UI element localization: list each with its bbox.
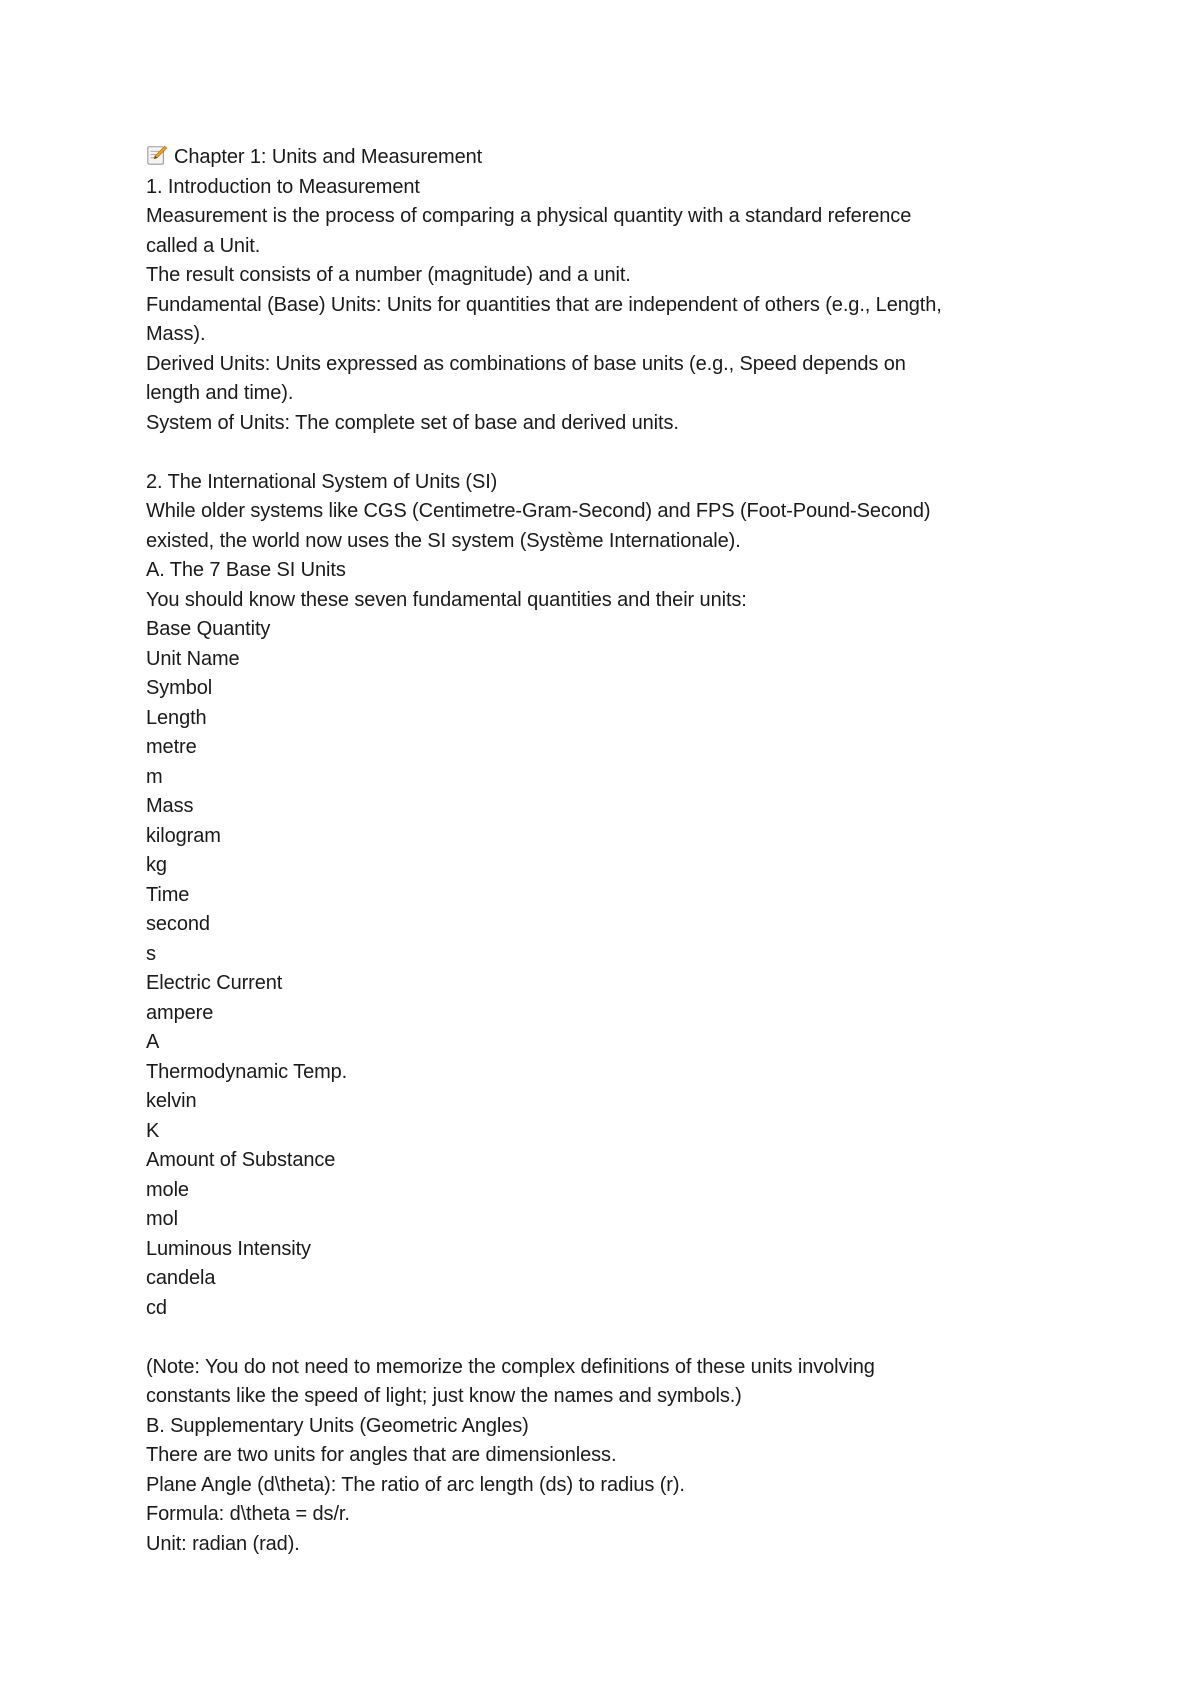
table-header-cell: Symbol	[146, 677, 213, 699]
section-heading-si: 2. The International System of Units (SI)	[146, 470, 498, 493]
subsection-heading-supplementary: B. Supplementary Units (Geometric Angles)	[146, 1414, 529, 1437]
paragraph-line: called a Unit.	[146, 234, 261, 257]
table-cell: Time	[146, 883, 190, 906]
paragraph-line: Fundamental (Base) Units: Units for quantities that are independent of others (e.g., Length,	[146, 293, 942, 316]
paragraph-line: Measurement is the process of comparing a physical quantity with a standard reference	[146, 205, 912, 227]
table-cell: m	[146, 765, 163, 788]
table-cell: ampere	[146, 1001, 214, 1024]
paragraph-line: There are two units for angles that are dimensionless.	[146, 1444, 617, 1466]
table-cell: kilogram	[146, 824, 221, 847]
chapter-title	[146, 143, 1066, 173]
table-cell: kg	[146, 854, 167, 876]
table-cell: Mass	[146, 795, 194, 817]
paragraph-line: Derived Units: Units expressed as combinations of base units (e.g., Speed depends on	[146, 352, 906, 375]
table-cell: candela	[146, 1267, 216, 1289]
formula-line: Formula: d\theta = ds/r.	[146, 1503, 350, 1525]
paragraph-line: length and time).	[146, 382, 294, 404]
blank-line	[146, 438, 1066, 468]
note-line: constants like the speed of light; just know the names and symbols.)	[146, 1385, 742, 1407]
subsection-heading-base-units: A. The 7 Base SI Units	[146, 559, 346, 581]
chapter-title-text: Chapter 1: Units and Measurement	[174, 146, 483, 168]
table-cell: Length	[146, 706, 207, 729]
table-cell: s	[146, 942, 156, 965]
paragraph-line: Unit: radian (rad).	[146, 1532, 300, 1555]
table-cell: Electric Current	[146, 972, 283, 994]
paragraph-line: System of Units: The complete set of base and derived units.	[146, 411, 679, 434]
table-cell: cd	[146, 1296, 167, 1319]
table-cell: Thermodynamic Temp.	[146, 1060, 348, 1083]
table-cell: second	[146, 913, 210, 935]
paragraph-line: While older systems like CGS (Centimetre-Gram-Second) and FPS (Foot-Pound-Second)	[146, 500, 931, 522]
table-header-cell: Unit Name	[146, 647, 240, 670]
paragraph-line: The result consists of a number (magnitude) and a unit.	[146, 264, 631, 286]
table-header-cell: Base Quantity	[146, 618, 271, 640]
table-cell: Luminous Intensity	[146, 1237, 311, 1260]
memo-icon	[146, 144, 168, 166]
document-content	[146, 143, 1066, 1559]
table-cell: mole	[146, 1178, 189, 1201]
table-cell: K	[146, 1119, 160, 1142]
section-heading-introduction: 1. Introduction to Measurement	[146, 175, 420, 198]
paragraph-line: Mass).	[146, 323, 206, 345]
paragraph-line: You should know these seven fundamental quantities and their units:	[146, 588, 747, 611]
blank-line	[146, 1323, 1066, 1353]
paragraph-line: existed, the world now uses the SI system (Système Internationale).	[146, 529, 741, 552]
table-cell: kelvin	[146, 1090, 197, 1112]
table-cell: metre	[146, 736, 197, 758]
table-cell: Amount of Substance	[146, 1149, 336, 1171]
paragraph-line: Plane Angle (d\theta): The ratio of arc length (ds) to radius (r).	[146, 1473, 685, 1496]
note-line: (Note: You do not need to memorize the complex definitions of these units involving	[146, 1355, 875, 1378]
table-cell: mol	[146, 1208, 178, 1230]
base-units-table	[146, 615, 1066, 1323]
table-cell: A	[146, 1031, 160, 1053]
